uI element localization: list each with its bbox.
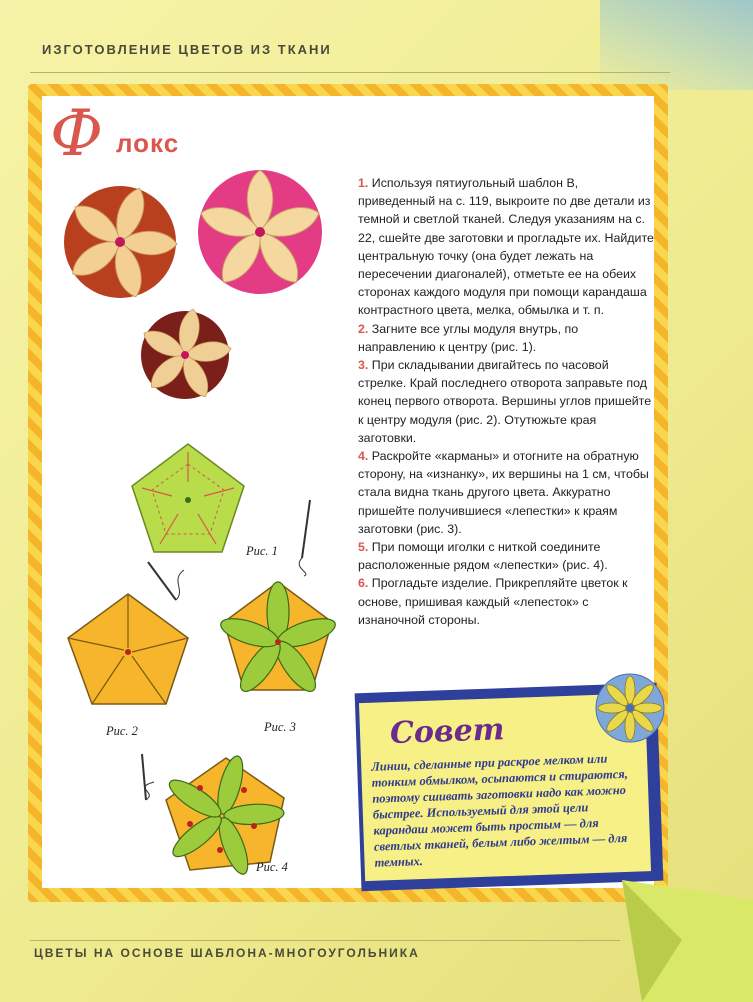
needle-icon — [282, 498, 322, 578]
step-1: 1. Используя пятиугольный шаблон В, приведенный на с. 119, выкроите по две детали из темной и светлой тканей. Следуя указаниям на с. 22, сшейте две заготовки и прогладьте их. Найдите центральную точку (она будет лежать на пересечении диагоналей), отметьте ее на обеих сторонах каждого модуля при помощи карандаша контрастного цвета, мелка, обмылка и т. п. — [358, 176, 654, 318]
page-corner-curl — [622, 880, 753, 1002]
tip-text: Линии, сделанные при раскрое мелком или тонким обмылком, осыпаются и стираются, поэтому сшивать заготовки надо как можно быстрее. Используемый для этой цели карандаш может быть простым — для светлых тканей, белым либо желтым — для темных. — [370, 751, 629, 870]
instructions — [358, 174, 656, 629]
step-6: 6. Прогладьте изделие. Прикрепляйте цветок к основе, пришивая каждый «лепесток» с изнаночной стороны. — [358, 576, 628, 627]
step-3: 3. При складывании двигайтесь по часовой стрелке. Край последнего отворота заправьте под конец первого отворота. Вершины углов пришейте к центру модуля (рис. 2). Отутюжьте края заготовки. — [358, 358, 652, 445]
background-fabric-corner — [600, 0, 753, 90]
article-title: локс — [116, 128, 180, 158]
step-5: 5. При помощи иголки с ниткой соедините расположенные рядом «лепестки» (рис. 4). — [358, 540, 608, 573]
figure-3-drawing — [218, 576, 338, 700]
figure-1-drawing — [128, 440, 248, 560]
step-4: 4. Раскройте «карманы» и отогните на обратную сторону, на «изнанку», их вершины на 1 см, чтобы стала видна ткань другого цвета. Аккуратно пришейте получившиеся «лепестки» к краям заготовки (рис. 3). — [358, 449, 649, 536]
flowers-photo — [50, 150, 350, 420]
figure-3-caption: Рис. 3 — [264, 720, 296, 734]
tip-title: Совет — [389, 712, 506, 752]
figure-4-caption: Рис. 4 — [256, 860, 288, 874]
figure-1-caption: Рис. 1 — [246, 544, 278, 558]
running-footer: ЦВЕТЫ НА ОСНОВЕ ШАБЛОНА-МНОГОУГОЛЬНИКА — [34, 946, 420, 960]
blue-flower-photo — [590, 668, 670, 748]
step-2: 2. Загните все углы модуля внутрь, по направлению к центру (рис. 1). — [358, 321, 579, 354]
footer-divider — [30, 940, 620, 941]
header-divider — [30, 72, 670, 73]
needle-icon — [128, 752, 168, 812]
thread-icon — [140, 560, 190, 620]
title-initial: Ф — [50, 97, 104, 171]
figure-2-caption: Рис. 2 — [106, 724, 138, 738]
running-header: ИЗГОТОВЛЕНИЕ ЦВЕТОВ ИЗ ТКАНИ — [42, 42, 332, 57]
